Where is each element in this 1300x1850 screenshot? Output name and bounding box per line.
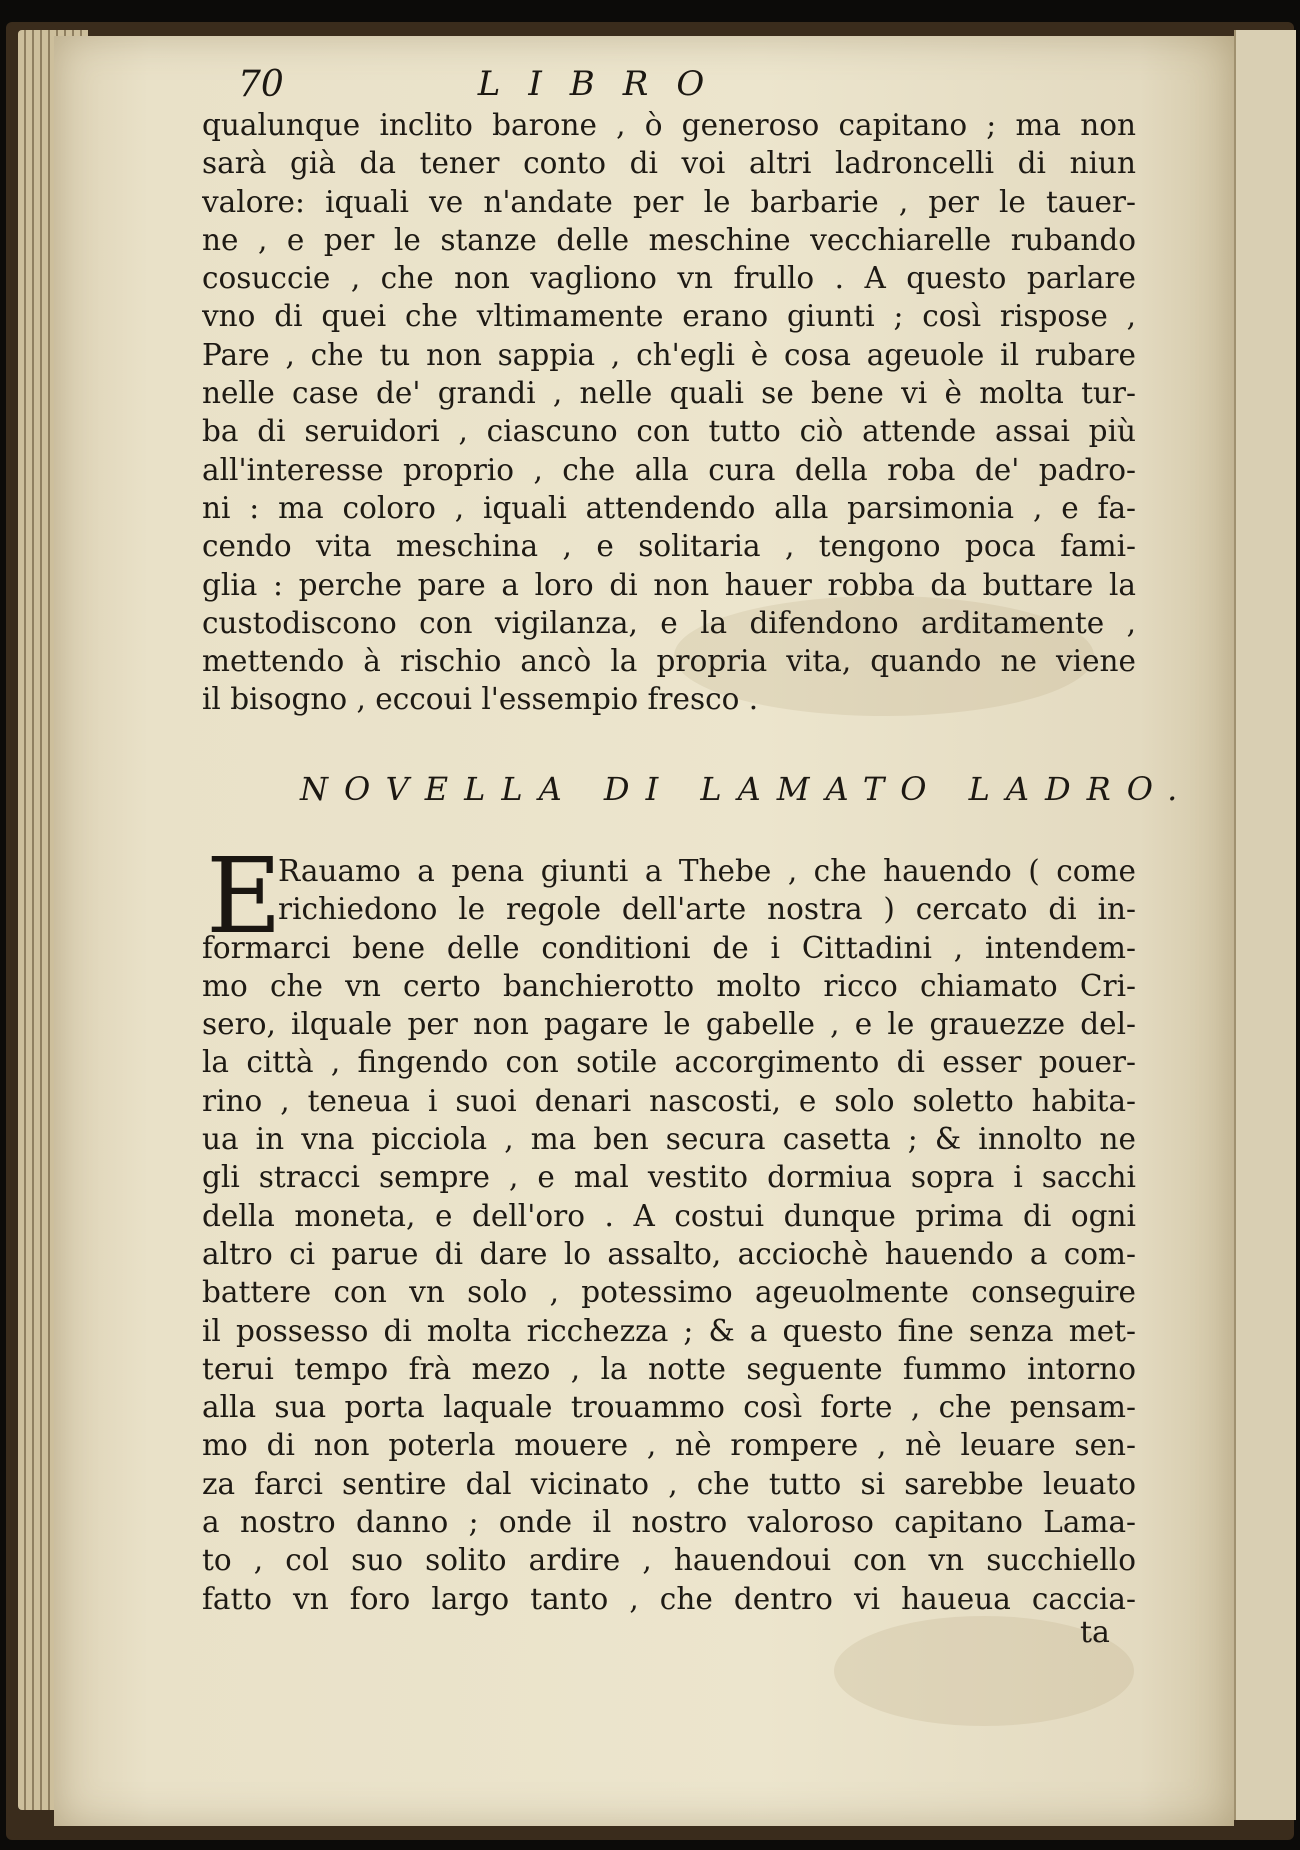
text-line: valore: iquali ve n'andate per le barbarie , per le tauer- xyxy=(202,184,1136,219)
text-line: mettendo à rischio ancò la propria vita, quando ne viene xyxy=(202,644,1136,679)
text-line: nelle case de' grandi , nelle quali se bene vi è molta tur- xyxy=(202,376,1136,411)
novella-title: NOVELLA DI LAMATO LADRO. xyxy=(300,770,1194,808)
page-number: 70 xyxy=(238,64,284,105)
text-line: ni : ma coloro , iquali attendendo alla parsimonia , e fa- xyxy=(202,490,1136,525)
text-line: custodiscono con vigilanza, e la difendono arditamente , xyxy=(202,605,1136,640)
text-line: sero, ilquale per non pagare le gabelle , e le grauezze del- xyxy=(202,1007,1136,1042)
paragraph-1 xyxy=(202,106,1136,719)
text-line: cosuccie , che non vagliono vn frullo . A questo parlare xyxy=(202,261,1136,296)
page-header xyxy=(180,64,1030,108)
text-line: formarci bene delle conditioni de i Cittadini , intendem- xyxy=(202,930,1136,965)
text-line: Rauamo a pena giunti a Thebe , che hauendo ( come xyxy=(278,854,1136,888)
text-line: ua in vna picciola , ma ben secura casetta ; & innolto ne xyxy=(202,1122,1136,1157)
text-line: Pare , che tu non sappia , ch'egli è cosa ageuole il rubare xyxy=(202,337,1136,372)
text-line: to , col suo solito ardire , hauendoui con vn succhiello xyxy=(202,1543,1136,1578)
text-line: gli stracci sempre , e mal vestito dormiua sopra i sacchi xyxy=(202,1160,1136,1195)
text-line: vno di quei che vltimamente erano giunti ; così rispose , xyxy=(202,299,1136,334)
text-line: sarà già da tener conto di voi altri ladroncelli di niun xyxy=(202,146,1136,181)
text-line: rino , teneua i suoi denari nascosti, e solo soletto habita- xyxy=(202,1083,1136,1118)
text-line: mo che vn certo banchierotto molto ricco chiamato Cri- xyxy=(202,968,1136,1003)
text-line: ne , e per le stanze delle meschine vecchiarelle rubando xyxy=(202,222,1136,257)
text-line: all'interesse proprio , che alla cura della roba de' padro- xyxy=(202,452,1136,487)
running-title: LIBRO xyxy=(477,64,733,104)
text-line: richiedono le regole dell'arte nostra ) cercato di in- xyxy=(278,892,1136,927)
text-line: il bisogno , eccoui l'essempio fresco . xyxy=(202,682,759,717)
text-line: a nostro danno ; onde il nostro valoroso capitano Lama- xyxy=(202,1505,1136,1540)
text-line: za farci sentire dal vicinato , che tutto si sarebbe leuato xyxy=(202,1466,1136,1501)
text-line: terui tempo frà mezo , la notte seguente fummo intorno xyxy=(202,1351,1136,1386)
text-line: qualunque inclito barone , ò generoso capitano ; ma non xyxy=(202,108,1136,142)
text-line: mo di non poterla mouere , nè rompere , nè leuare sen- xyxy=(202,1428,1136,1463)
text-line: il possesso di molta ricchezza ; & a questo fine senza met- xyxy=(202,1313,1136,1348)
text-line: della moneta, e dell'oro . A costui dunque prima di ogni xyxy=(202,1198,1136,1233)
text-line: la città , fingendo con sotile accorgimento di esser pouer- xyxy=(202,1045,1136,1080)
drop-cap: E xyxy=(206,835,282,957)
text-line: altro ci parue di dare lo assalto, acciochè hauendo a com- xyxy=(202,1236,1136,1271)
text-line: glia : perche pare a loro di non hauer robba da buttare la xyxy=(202,567,1136,602)
right-page-edge xyxy=(1234,30,1296,1820)
text-line: cendo vita meschina , e solitaria , tengono poca fami- xyxy=(202,529,1136,564)
text-line: alla sua porta laquale trouammo così forte , che pensam- xyxy=(202,1390,1136,1425)
text-line: ba di seruidori , ciascuno con tutto ciò attende assai più xyxy=(202,414,1136,449)
text-line: fatto vn foro largo tanto , che dentro vi haueua caccia- xyxy=(202,1581,1136,1616)
paragraph-2 xyxy=(202,835,1136,1618)
catchword: ta xyxy=(1080,1615,1110,1650)
text-line: battere con vn solo , potessimo ageuolmente conseguire xyxy=(202,1275,1136,1310)
